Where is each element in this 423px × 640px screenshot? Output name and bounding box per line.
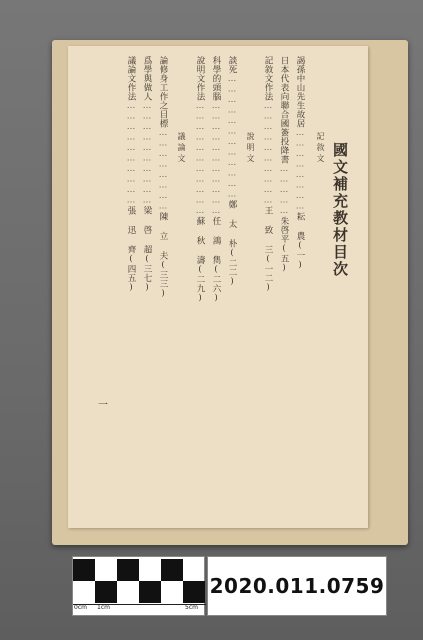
entry-title: 爲學與做人 — [142, 56, 152, 101]
entry-leader: …………… — [279, 164, 289, 217]
entry-leader: ………………………… — [126, 101, 136, 206]
entry-title: 謁孫中山先生故居 — [295, 56, 305, 128]
entry-leader: ………………………… — [142, 101, 152, 206]
entry-title: 日本代表向聯合國簽投降書 — [279, 56, 289, 164]
toc-entry — [262, 56, 274, 293]
section-heading: 記敘文 — [316, 132, 325, 165]
entry-author: 梁 啓 超 — [142, 206, 152, 254]
checker-square — [139, 581, 161, 603]
entry-author: 耘 農 — [295, 212, 305, 241]
entry-author: 蘇 秋 濤 — [195, 216, 205, 265]
entry-page: (三三) — [158, 260, 168, 299]
entry-title: 談死 — [227, 56, 237, 74]
entry-title: 論修身工作之目標 — [158, 56, 168, 128]
entry-page: (一) — [295, 240, 305, 271]
toc-entry — [226, 56, 238, 287]
ruler-mark-5: 5cm — [185, 604, 198, 611]
entry-author: 王 致 三 — [263, 206, 273, 254]
entry-leader: ……………………………… — [227, 74, 237, 200]
entry-title: 議論文作法 — [126, 56, 136, 101]
ruler-scale — [73, 604, 206, 613]
checker-square — [161, 559, 183, 581]
entry-author: 張 迅 齊 — [126, 206, 136, 254]
entry-page: (三七) — [142, 254, 152, 293]
toc-entry — [210, 56, 222, 304]
section-heading: 議論文 — [177, 132, 186, 165]
entry-title: 說明文作法 — [195, 56, 205, 101]
toc-page — [68, 46, 368, 528]
toc-entry — [157, 56, 169, 299]
ruler-mark-0: 0cm — [74, 604, 87, 611]
toc-entry — [278, 56, 290, 274]
ruler-mark-1: 1cm — [97, 604, 110, 611]
entry-leader: …………………………… — [195, 101, 205, 217]
page-number: 一 — [98, 400, 108, 411]
toc-title: 國文補充教材目次 — [331, 142, 349, 278]
entry-author: 鄭 太 朴 — [227, 200, 237, 248]
entry-leader: …………………… — [295, 128, 305, 212]
entry-leader: …………………………… — [211, 101, 221, 217]
entry-page: (二二) — [227, 248, 237, 287]
entry-author: 任 鴻 雋 — [211, 216, 221, 265]
checker-square — [117, 559, 139, 581]
checker-square — [183, 581, 205, 603]
section-heading: 說明文 — [246, 132, 255, 165]
entry-page: (二九) — [195, 264, 205, 304]
accession-number: 2020.011.0759 — [207, 556, 387, 616]
entry-leader: …………………… — [158, 128, 168, 212]
entry-author: 陳 立 夫 — [158, 212, 168, 260]
entry-title: 科學的頭腦 — [211, 56, 221, 101]
entry-page: (一二) — [263, 254, 273, 293]
toc-entry — [294, 56, 306, 271]
toc-entry — [141, 56, 153, 293]
entry-page: (四五) — [126, 254, 136, 293]
entry-page: (五) — [279, 243, 289, 274]
checker-square — [73, 559, 95, 581]
entry-page: (二六) — [211, 264, 221, 304]
accession-label-strip — [72, 556, 392, 616]
scale-checkerboard — [72, 556, 205, 616]
checker-square — [95, 581, 117, 603]
entry-author: 朱啓平 — [279, 216, 289, 244]
toc-entry — [125, 56, 137, 293]
entry-leader: ………………………… — [263, 101, 273, 206]
entry-title: 記敘文作法 — [263, 56, 273, 101]
toc-entry — [194, 56, 206, 304]
